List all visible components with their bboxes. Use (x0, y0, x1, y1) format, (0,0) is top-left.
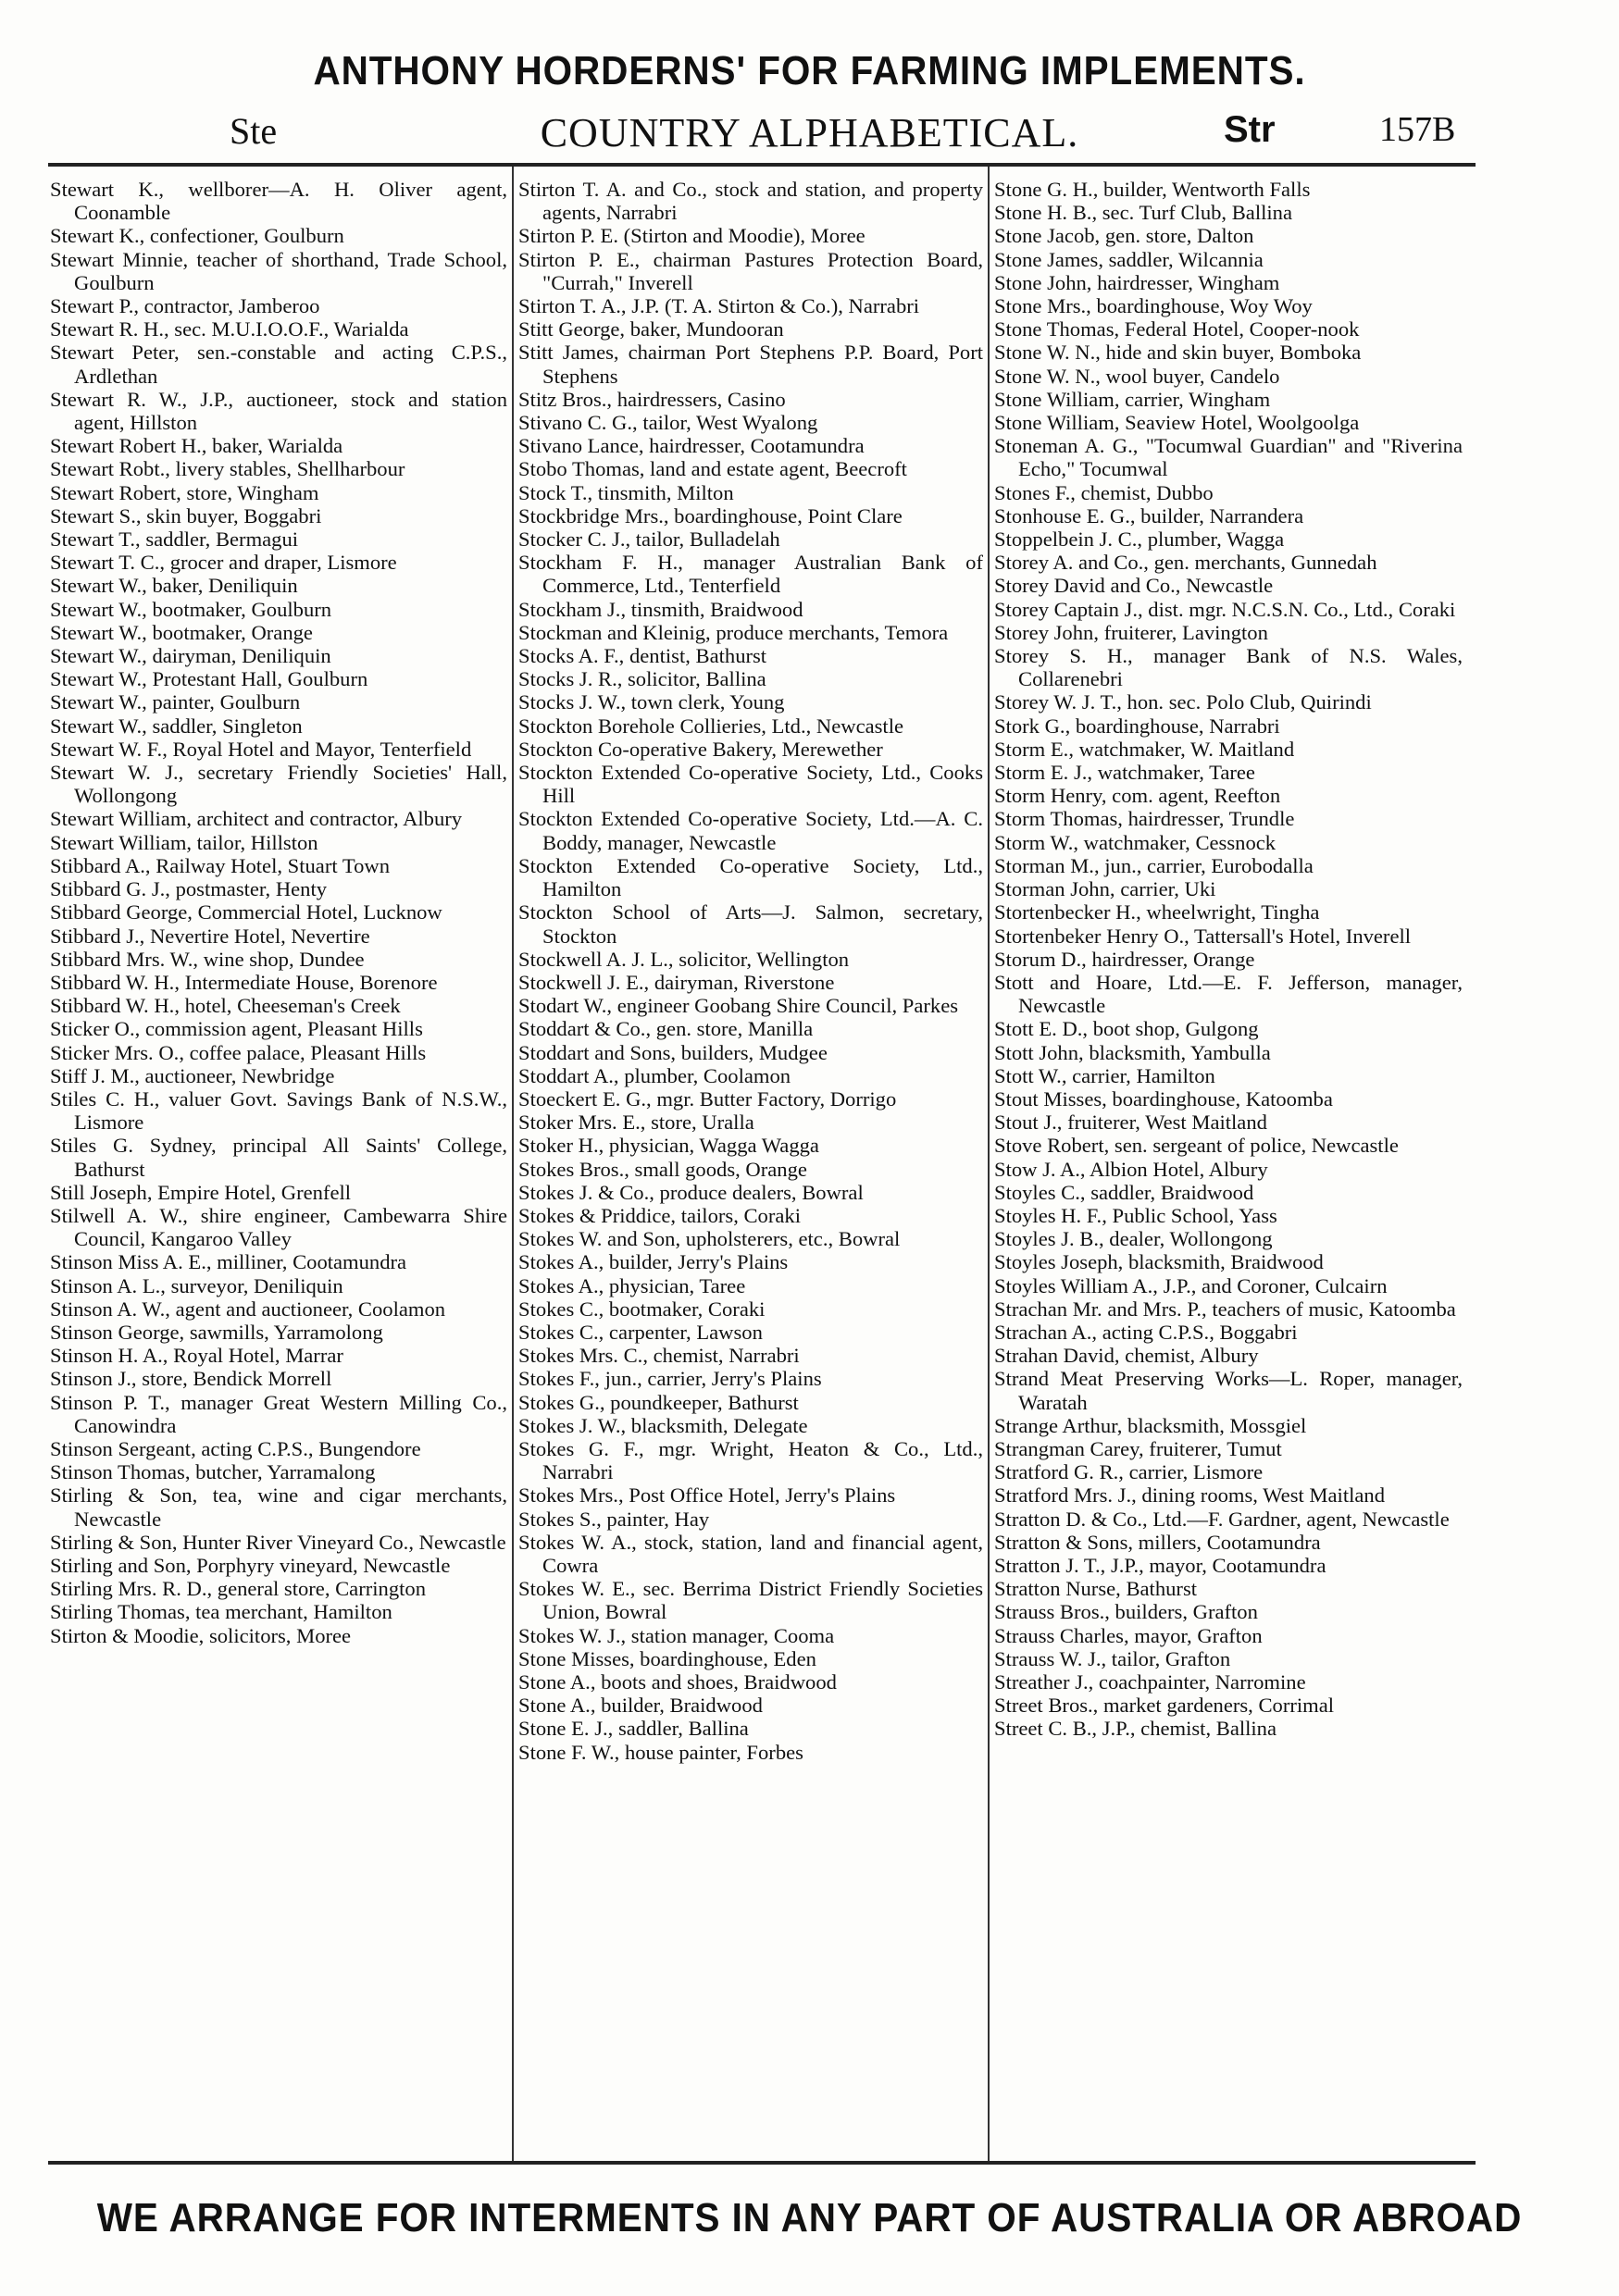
directory-entry: Stewart W., bootmaker, Goulburn (50, 597, 332, 621)
directory-entry: Stokes S., painter, Hay (518, 1507, 710, 1531)
directory-entry: Stone F. W., house painter, Forbes (518, 1740, 803, 1764)
directory-entry: Stiles C. H., valuer Govt. Savings Bank of N.S.W., Lismore (50, 1086, 507, 1135)
directory-entry: Stone William, Seaview Hotel, Woolgoolga (994, 411, 1360, 435)
directory-entry: Stokes W. and Son, upholsterers, etc., Bowral (518, 1227, 901, 1251)
directory-entry: Stoyles J. B., dealer, Wollongong (994, 1227, 1273, 1251)
directory-entry: Stone A., boots and shoes, Braidwood (518, 1670, 837, 1694)
directory-entry: Stove Robert, sen. sergeant of police, Newcastle (994, 1134, 1399, 1158)
directory-entry: Stokes J. & Co., produce dealers, Bowral (518, 1180, 864, 1204)
directory-entry: Stoker Mrs. E., store, Uralla (518, 1111, 754, 1135)
directory-entry: Sticker Mrs. O., coffee palace, Pleasant Hills (50, 1040, 427, 1064)
directory-entry: Stokes A., physician, Taree (518, 1273, 746, 1297)
directory-entry: Stokes F., jun., carrier, Jerry's Plains (518, 1367, 822, 1391)
directory-entry: Stott John, blacksmith, Yambulla (994, 1040, 1271, 1064)
directory-entry: Stinson Miss A. E., milliner, Cootamundra (50, 1250, 407, 1274)
directory-entry: Storey David and Co., Newcastle (994, 574, 1274, 598)
directory-entry: Stobo Thomas, land and estate agent, Beecroft (518, 457, 907, 481)
directory-entry: Stone Thomas, Federal Hotel, Cooper-nook (994, 317, 1360, 341)
directory-entry: Stokes A., builder, Jerry's Plains (518, 1250, 789, 1274)
directory-entry: Stewart William, tailor, Hillston (50, 830, 318, 854)
page-title: COUNTRY ALPHABETICAL. (540, 110, 1079, 155)
directory-entry: Stewart R. H., sec. M.U.I.O.O.F., Warialda (50, 317, 409, 341)
directory-entry: Stinson A. W., agent and auctioneer, Coolamon (50, 1297, 446, 1321)
directory-entry: Stewart W. F., Royal Hotel and Mayor, Tenterfield (50, 737, 472, 761)
directory-entry: Stirling & Son, Hunter River Vineyard Co., Newcastle (50, 1530, 506, 1554)
directory-entry: Storman M., jun., carrier, Eurobodalla (994, 853, 1314, 877)
directory-entry: Stilwell A. W., shire engineer, Cambewarra Shire Council, Kangaroo Valley (50, 1203, 507, 1251)
directory-entry: Stibbard J., Nevertire Hotel, Nevertire (50, 924, 370, 948)
directory-entry: Stokes Mrs. C., chemist, Narrabri (518, 1344, 800, 1368)
directory-entry: Stockton Extended Co-operative Society, Ltd., Hamilton (518, 853, 983, 901)
directory-entry: Stockton Co-operative Bakery, Merewether (518, 737, 883, 761)
directory-entry: Stone Misses, boardinghouse, Eden (518, 1646, 816, 1670)
directory-entry: Strachan Mr. and Mrs. P., teachers of music, Katoomba (994, 1297, 1456, 1321)
directory-entry: Stewart W., painter, Goulburn (50, 690, 301, 714)
directory-entry: Stoyles H. F., Public School, Yass (994, 1203, 1277, 1227)
directory-entry: Stockham J., tinsmith, Braidwood (518, 597, 803, 621)
directory-entry: Stinson J., store, Bendick Morrell (50, 1367, 332, 1391)
directory-entry: Stratton D. & Co., Ltd.—F. Gardner, agent, Newcastle (994, 1507, 1450, 1531)
directory-entry: Stewart W., bootmaker, Orange (50, 620, 313, 644)
directory-entry: Stow J. A., Albion Hotel, Albury (994, 1157, 1268, 1181)
directory-entry: Stewart William, architect and contractor, Albury (50, 807, 463, 831)
directory-entry: Stone H. B., sec. Turf Club, Ballina (994, 201, 1292, 225)
directory-entry: Strangman Carey, fruiterer, Tumut (994, 1436, 1282, 1460)
directory-entry: Stewart P., contractor, Jamberoo (50, 294, 320, 318)
directory-column-1 (50, 178, 507, 2153)
directory-entry: Stewart K., wellborer—A. H. Oliver agent, Coonamble (50, 178, 507, 225)
directory-entry: Stone John, hairdresser, Wingham (994, 270, 1280, 294)
directory-entry: Streather J., coachpainter, Narromine (994, 1670, 1306, 1694)
directory-entry: Stewart K., confectioner, Goulburn (50, 224, 344, 248)
header-rule (48, 163, 1476, 167)
directory-entry: Stork G., boardinghouse, Narrabri (994, 714, 1280, 738)
directory-entry: Stoddart and Sons, builders, Mudgee (518, 1040, 828, 1064)
directory-entry: Stewart W., baker, Deniliquin (50, 574, 298, 598)
directory-entry: Stoddart A., plumber, Coolamon (518, 1063, 791, 1087)
directory-entry: Stratford G. R., carrier, Lismore (994, 1460, 1264, 1484)
directory-entry: Storm E., watchmaker, W. Maitland (994, 737, 1295, 761)
directory-entry: Stibbard W. H., Intermediate House, Borenore (50, 970, 438, 994)
directory-column-3 (994, 178, 1463, 2153)
directory-entry: Stewart Robert H., baker, Warialda (50, 434, 343, 458)
directory-entry: Strachan A., acting C.P.S., Boggabri (994, 1320, 1298, 1344)
directory-entry: Stockman and Kleinig, produce merchants, Temora (518, 620, 949, 644)
directory-entry: Storey John, fruiterer, Lavington (994, 620, 1268, 644)
directory-entry: Stewart T. C., grocer and draper, Lismore (50, 551, 397, 575)
bottom-advert-banner: WE ARRANGE FOR INTERMENTS IN ANY PART OF AUSTRALIA OR ABROAD (96, 2195, 1523, 2240)
directory-entry: Stewart W. J., secretary Friendly Societies' Hall, Wollongong (50, 761, 507, 808)
directory-entry: Stewart W., saddler, Singleton (50, 714, 303, 738)
directory-entry: Stokes Mrs., Post Office Hotel, Jerry's Plains (518, 1483, 896, 1508)
directory-entry: Stinson Sergeant, acting C.P.S., Bungendore (50, 1436, 421, 1460)
directory-entry: Stewart Minnie, teacher of shorthand, Trade School, Goulburn (50, 247, 507, 294)
directory-entry: Stokes G., poundkeeper, Bathurst (518, 1390, 799, 1414)
directory-entry: Stonhouse E. G., builder, Narrandera (994, 503, 1304, 527)
directory-entry: Storm Thomas, hairdresser, Trundle (994, 807, 1295, 831)
directory-entry: Stivano Lance, hairdresser, Cootamundra (518, 434, 865, 458)
directory-entry: Stoppelbein J. C., plumber, Wagga (994, 527, 1285, 552)
directory-entry: Storm W., watchmaker, Cessnock (994, 830, 1277, 854)
directory-entry: Stout Misses, boardinghouse, Katoomba (994, 1086, 1333, 1111)
directory-entry: Stockton Extended Co-operative Society, Ltd.—A. C. Boddy, manager, Newcastle (518, 807, 983, 854)
directory-entry: Stott and Hoare, Ltd.—E. F. Jefferson, manager, Newcastle (994, 970, 1463, 1018)
directory-entry: Storey S. H., manager Bank of N.S. Wales, Collarenebri (994, 644, 1463, 691)
directory-entry: Stockham F. H., manager Australian Bank of Commerce, Ltd., Tenterfield (518, 551, 983, 598)
directory-entry: Storey Captain J., dist. mgr. N.C.S.N. Co., Ltd., Coraki (994, 597, 1456, 621)
directory-entry: Stokes C., carpenter, Lawson (518, 1320, 763, 1344)
directory-entry: Stinson A. L., surveyor, Deniliquin (50, 1273, 343, 1297)
directory-entry: Stitt George, baker, Mundooran (518, 317, 784, 341)
directory-entry: Storey W. J. T., hon. sec. Polo Club, Quirindi (994, 690, 1372, 714)
directory-entry: Stott W., carrier, Hamilton (994, 1063, 1215, 1087)
directory-column-2 (518, 178, 983, 2153)
directory-entry: Stibbard George, Commercial Hotel, Lucknow (50, 900, 442, 925)
directory-entry: Stratton Nurse, Bathurst (994, 1577, 1198, 1601)
directory-entry: Stewart Robert, store, Wingham (50, 480, 319, 504)
directory-entry: Stokes G. F., mgr. Wright, Heaton & Co., Ltd., Narrabri (518, 1436, 983, 1484)
directory-entry: Stewart Peter, sen.-constable and acting C.P.S., Ardlethan (50, 341, 507, 388)
directory-entry: Stibbard W. H., hotel, Cheeseman's Creek (50, 994, 401, 1018)
directory-entry: Stirton & Moodie, solicitors, Moree (50, 1623, 352, 1647)
directory-entry: Stivano C. G., tailor, West Wyalong (518, 411, 818, 435)
directory-entry: Stokes Bros., small goods, Orange (518, 1157, 807, 1181)
directory-entry: Stinson P. T., manager Great Western Milling Co., Canowindra (50, 1390, 507, 1437)
directory-entry: Sticker O., commission agent, Pleasant Hills (50, 1017, 423, 1041)
top-advert-banner: ANTHONY HORDERNS' FOR FARMING IMPLEMENTS. (313, 48, 1306, 93)
directory-entry: Stockton School of Arts—J. Salmon, secretary, Stockton (518, 900, 983, 948)
directory-entry: Storman John, carrier, Uki (994, 877, 1216, 901)
column-divider (512, 167, 514, 2161)
directory-entry: Stirton T. A. and Co., stock and station, and property agents, Narrabri (518, 178, 983, 225)
directory-entry: Stocks A. F., dentist, Bathurst (518, 644, 767, 668)
directory-entry: Stirling Mrs. R. D., general store, Carrington (50, 1577, 427, 1601)
directory-entry: Stiles G. Sydney, principal All Saints' College, Bathurst (50, 1134, 507, 1181)
directory-entry: Stout J., fruiterer, West Maitland (994, 1111, 1267, 1135)
left-guide-word: Ste (230, 110, 278, 152)
directory-entry: Stitz Bros., hairdressers, Casino (518, 387, 786, 411)
directory-entry: Stirton P. E. (Stirton and Moodie), Moree (518, 224, 866, 248)
directory-entry: Stratton J. T., J.P., mayor, Cootamundra (994, 1553, 1326, 1577)
directory-entry: Stoddart & Co., gen. store, Manilla (518, 1017, 814, 1041)
directory-entry: Stibbard A., Railway Hotel, Stuart Town (50, 853, 391, 877)
directory-entry: Stockton Extended Co-operative Society, Ltd., Cooks Hill (518, 761, 983, 808)
directory-entry: Stoker H., physician, Wagga Wagga (518, 1134, 819, 1158)
directory-entry: Strauss Charles, mayor, Grafton (994, 1623, 1263, 1647)
directory-entry: Stewart T., saddler, Bermagui (50, 527, 299, 552)
directory-entry: Stirling and Son, Porphyry vineyard, Newcastle (50, 1553, 451, 1577)
directory-entry: Stibbard G. J., postmaster, Henty (50, 877, 328, 901)
directory-entry: Stewart S., skin buyer, Boggabri (50, 503, 322, 527)
directory-entry: Stockwell J. E., dairyman, Riverstone (518, 970, 835, 994)
directory-entry: Stone W. N., wool buyer, Candelo (994, 364, 1280, 388)
footer-rule (48, 2161, 1476, 2165)
directory-entry: Stokes W. A., stock, station, land and financial agent, Cowra (518, 1530, 983, 1577)
directory-entry: Stocks J. W., town clerk, Young (518, 690, 785, 714)
directory-entry: Stott E. D., boot shop, Gulgong (994, 1017, 1259, 1041)
directory-entry: Stone Jacob, gen. store, Dalton (994, 224, 1254, 248)
directory-entry: Stocks J. R., solicitor, Ballina (518, 667, 766, 691)
directory-entry: Storey A. and Co., gen. merchants, Gunnedah (994, 551, 1377, 575)
directory-entry: Strahan David, chemist, Albury (994, 1344, 1259, 1368)
directory-entry: Stones F., chemist, Dubbo (994, 480, 1214, 504)
directory-entry: Stokes & Priddice, tailors, Coraki (518, 1203, 801, 1227)
directory-entry: Stinson George, sawmills, Yarramolong (50, 1320, 383, 1344)
directory-entry: Stortenbeker Henry O., Tattersall's Hotel, Inverell (994, 924, 1412, 948)
directory-entry: Stock T., tinsmith, Milton (518, 480, 734, 504)
directory-entry: Stibbard Mrs. W., wine shop, Dundee (50, 947, 365, 971)
directory-entry: Stratford Mrs. J., dining rooms, West Maitland (994, 1483, 1385, 1508)
page-number: 157B (1379, 110, 1456, 149)
directory-entry: Stone A., builder, Braidwood (518, 1694, 763, 1718)
directory-entry: Stone W. N., hide and skin buyer, Bomboka (994, 341, 1362, 365)
directory-entry: Stone James, saddler, Wilcannia (994, 247, 1264, 271)
directory-entry: Strauss Bros., builders, Grafton (994, 1600, 1258, 1624)
directory-entry: Street Bros., market gardeners, Corrimal (994, 1694, 1335, 1718)
directory-entry: Stokes W. E., sec. Berrima District Friendly Societies Union, Bowral (518, 1577, 983, 1624)
directory-entry: Street C. B., J.P., chemist, Ballina (994, 1717, 1277, 1741)
directory-entry: Stirton T. A., J.P. (T. A. Stirton & Co.), Narrabri (518, 294, 920, 318)
directory-entry: Stoneman A. G., "Tocumwal Guardian" and "Riverina Echo," Tocumwal (994, 434, 1463, 481)
directory-entry: Stewart W., dairyman, Deniliquin (50, 644, 331, 668)
directory-entry: Stitt James, chairman Port Stephens P.P. Board, Port Stephens (518, 341, 983, 388)
directory-entry: Stone William, carrier, Wingham (994, 387, 1271, 411)
column-divider (988, 167, 990, 2161)
directory-entry: Strauss W. J., tailor, Grafton (994, 1646, 1231, 1670)
directory-entry: Stewart Robt., livery stables, Shellharbour (50, 457, 405, 481)
directory-entry: Stiff J. M., auctioneer, Newbridge (50, 1063, 335, 1087)
directory-entry: Strand Meat Preserving Works—L. Roper, manager, Waratah (994, 1367, 1463, 1414)
directory-entry: Stirling & Son, tea, wine and cigar merchants, Newcastle (50, 1483, 507, 1531)
directory-entry: Stirling Thomas, tea merchant, Hamilton (50, 1600, 392, 1624)
directory-entry: Stokes W. J., station manager, Cooma (518, 1623, 835, 1647)
directory-entry: Storm E. J., watchmaker, Taree (994, 761, 1255, 785)
directory-entry: Still Joseph, Empire Hotel, Grenfell (50, 1180, 352, 1204)
directory-entry: Stone Mrs., boardinghouse, Woy Woy (994, 294, 1313, 318)
directory-entry: Stortenbecker H., wheelwright, Tingha (994, 900, 1320, 925)
directory-entry: Stoeckert E. G., mgr. Butter Factory, Dorrigo (518, 1086, 897, 1111)
directory-entry: Stokes C., bootmaker, Coraki (518, 1297, 766, 1321)
directory-entry: Stocker C. J., tailor, Bulladelah (518, 527, 780, 552)
directory-entry: Storm Henry, com. agent, Reefton (994, 784, 1281, 808)
directory-entry: Stratton & Sons, millers, Cootamundra (994, 1530, 1321, 1554)
directory-entry: Stockbridge Mrs., boardinghouse, Point Clare (518, 503, 903, 527)
directory-entry: Stinson H. A., Royal Hotel, Marrar (50, 1344, 343, 1368)
directory-entry: Stockwell A. J. L., solicitor, Wellington (518, 947, 850, 971)
directory-entry: Strange Arthur, blacksmith, Mossgiel (994, 1413, 1307, 1437)
directory-entry: Stewart W., Protestant Hall, Goulburn (50, 667, 368, 691)
directory-entry: Stone E. J., saddler, Ballina (518, 1717, 749, 1741)
directory-entry: Stoyles C., saddler, Braidwood (994, 1180, 1254, 1204)
directory-entry: Storum D., hairdresser, Orange (994, 947, 1255, 971)
right-guide-word: Str (1224, 109, 1276, 150)
directory-entry: Stone G. H., builder, Wentworth Falls (994, 178, 1311, 201)
directory-entry: Stewart R. W., J.P., auctioneer, stock and station agent, Hillston (50, 387, 507, 435)
directory-entry: Stoyles Joseph, blacksmith, Braidwood (994, 1250, 1324, 1274)
directory-entry: Stokes J. W., blacksmith, Delegate (518, 1413, 808, 1437)
directory-entry: Stoyles William A., J.P., and Coroner, Culcairn (994, 1273, 1388, 1297)
directory-entry: Stinson Thomas, butcher, Yarramalong (50, 1460, 376, 1484)
directory-entry: Stirton P. E., chairman Pastures Protection Board, "Currah," Inverell (518, 247, 983, 294)
directory-entry: Stodart W., engineer Goobang Shire Council, Parkes (518, 994, 959, 1018)
directory-entry: Stockton Borehole Collieries, Ltd., Newcastle (518, 714, 904, 738)
